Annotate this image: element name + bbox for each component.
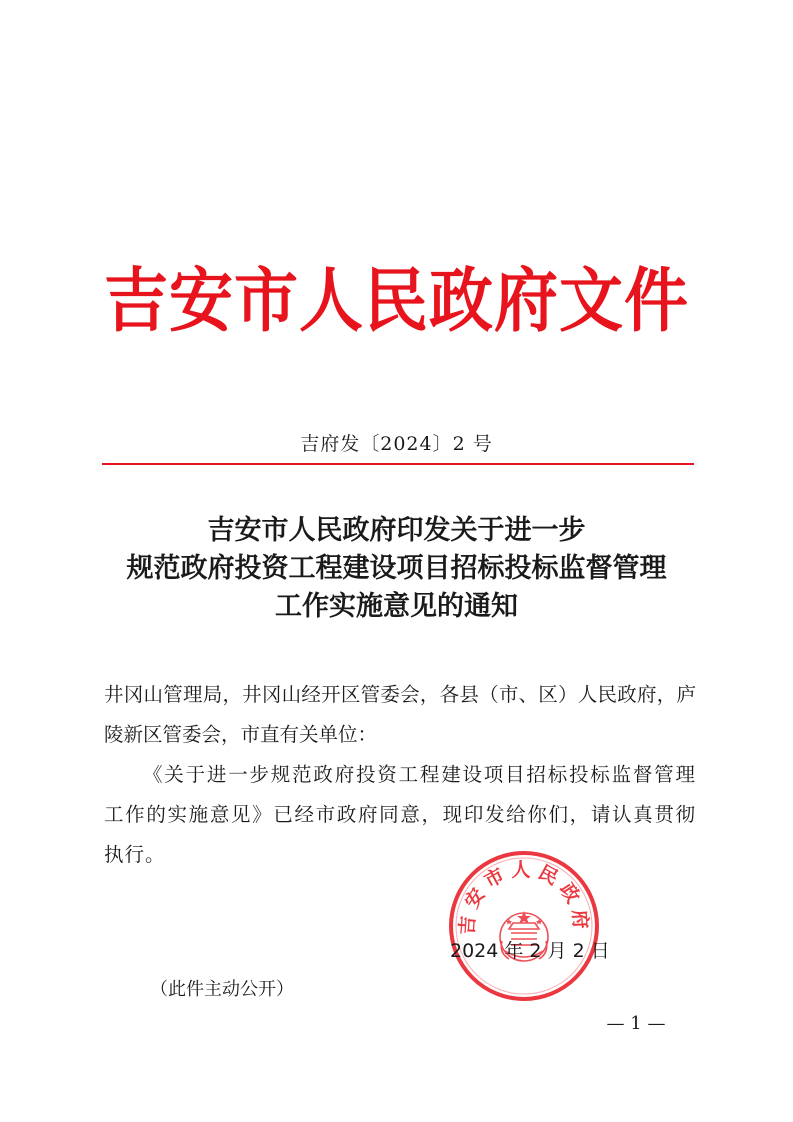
title-line-1: 吉安市人民政府印发关于进一步 — [207, 515, 586, 546]
official-seal — [447, 849, 601, 1003]
red-divider-line — [102, 463, 694, 465]
masthead-title: 吉安市人民政府文件 — [104, 260, 689, 342]
title-line-2: 规范政府投资工程建设项目招标投标监督管理 — [126, 553, 667, 584]
body-text — [104, 675, 696, 875]
title-line-3: 工作实施意见的通知 — [275, 591, 518, 622]
seal-text: 吉安市人民政府 — [456, 859, 592, 936]
page-number: — 1 — — [606, 1013, 666, 1034]
notice-paragraph: 《关于进一步规范政府投资工程建设项目招标投标监督管理工作的实施意见》已经市政府同意，现印发给你们，请认真贯彻执行。 — [104, 763, 696, 866]
document-title — [100, 512, 693, 626]
public-disclosure-note: （此件主动公开） — [150, 979, 294, 1000]
addressee: 井冈山管理局，井冈山经开区管委会，各县（市、区）人民政府，庐陵新区管委会，市直有关单位： — [104, 683, 696, 746]
issue-date: 2024 年 2 月 2 日 — [450, 940, 610, 962]
document-number: 吉府发〔2024〕2 号 — [300, 433, 493, 455]
